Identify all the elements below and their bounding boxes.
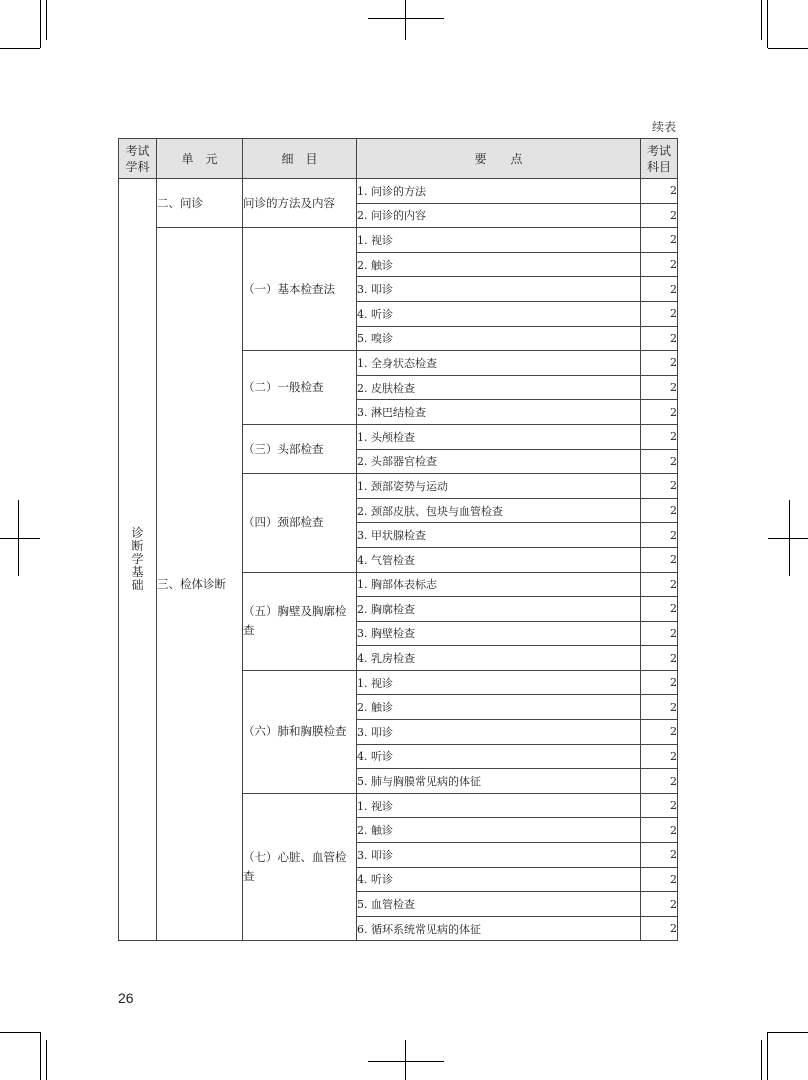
level-cell: 2 [641,326,678,351]
header-subject: 考试学科 [119,139,157,179]
item-cell: （六）肺和胸膜检查 [243,670,357,793]
point-cell: 2. 触诊 [357,695,641,720]
point-cell: 2. 颈部皮肤、包块与血管检查 [357,498,641,523]
point-cell: 5. 嗅诊 [357,326,641,351]
level-cell: 2 [641,695,678,720]
point-cell: 3. 甲状腺检查 [357,523,641,548]
level-cell: 2 [641,203,678,228]
level-cell: 2 [641,301,678,326]
level-cell: 2 [641,646,678,671]
point-cell: 3. 叩诊 [357,277,641,302]
level-cell: 2 [641,843,678,868]
syllabus-table [118,138,678,941]
level-cell: 2 [641,793,678,818]
point-cell: 1. 头颅检查 [357,424,641,449]
level-cell: 2 [641,228,678,253]
header-point: 要 点 [357,139,641,179]
point-cell: 2. 触诊 [357,252,641,277]
subject-label: 诊断学基础 [131,526,144,593]
point-cell: 1. 问诊的方法 [357,179,641,204]
item-cell: （二）一般检查 [243,351,357,425]
level-cell: 2 [641,375,678,400]
level-cell: 2 [641,351,678,376]
table-body [119,179,678,941]
item-cell: （一）基本检查法 [243,228,357,351]
table-row [119,228,678,253]
continued-label: 续表 [651,120,676,134]
level-cell: 2 [641,597,678,622]
table-header-row [119,139,678,179]
point-cell: 3. 淋巴结检查 [357,400,641,425]
header-unit: 单 元 [157,139,243,179]
point-cell: 1. 颈部姿势与运动 [357,474,641,499]
level-cell: 2 [641,720,678,745]
point-cell: 3. 叩诊 [357,843,641,868]
point-cell: 2. 胸廓检查 [357,597,641,622]
header-level: 考试科目 [641,139,678,179]
item-cell: （七）心脏、血管检查 [243,793,357,941]
level-cell: 2 [641,424,678,449]
level-cell: 2 [641,769,678,794]
item-cell: （三）头部检查 [243,424,357,473]
level-cell: 2 [641,498,678,523]
level-cell: 2 [641,547,678,572]
item-cell: （五）胸壁及胸廓检查 [243,572,357,670]
level-cell: 2 [641,277,678,302]
point-cell: 3. 胸壁检查 [357,621,641,646]
level-cell: 2 [641,252,678,277]
point-cell: 2. 问诊的内容 [357,203,641,228]
page-number: 26 [118,990,134,1006]
point-cell: 1. 视诊 [357,228,641,253]
point-cell: 2. 皮肤检查 [357,375,641,400]
point-cell: 6. 循环系统常见病的体征 [357,916,641,941]
point-cell: 4. 乳房检查 [357,646,641,671]
level-cell: 2 [641,892,678,917]
unit-cell: 三、检体诊断 [157,228,243,941]
point-cell: 1. 胸部体表标志 [357,572,641,597]
level-cell: 2 [641,916,678,941]
level-cell: 2 [641,474,678,499]
point-cell: 2. 头部器官检查 [357,449,641,474]
point-cell: 2. 触诊 [357,818,641,843]
point-cell: 5. 肺与胸膜常见病的体征 [357,769,641,794]
point-cell: 1. 视诊 [357,793,641,818]
item-cell: （四）颈部检查 [243,474,357,572]
level-cell: 2 [641,179,678,204]
point-cell: 4. 气管检查 [357,547,641,572]
point-cell: 1. 视诊 [357,670,641,695]
level-cell: 2 [641,744,678,769]
level-cell: 2 [641,867,678,892]
level-cell: 2 [641,670,678,695]
level-cell: 2 [641,523,678,548]
table-row [119,179,678,204]
header-item: 细 目 [243,139,357,179]
level-cell: 2 [641,400,678,425]
point-cell: 1. 全身状态检查 [357,351,641,376]
subject-cell [119,179,157,941]
point-cell: 4. 听诊 [357,744,641,769]
point-cell: 3. 叩诊 [357,720,641,745]
point-cell: 5. 血管检查 [357,892,641,917]
level-cell: 2 [641,572,678,597]
level-cell: 2 [641,449,678,474]
point-cell: 4. 听诊 [357,301,641,326]
point-cell: 4. 听诊 [357,867,641,892]
level-cell: 2 [641,621,678,646]
unit-cell: 二、问诊 [157,179,243,228]
level-cell: 2 [641,818,678,843]
item-cell: 问诊的方法及内容 [243,179,357,228]
